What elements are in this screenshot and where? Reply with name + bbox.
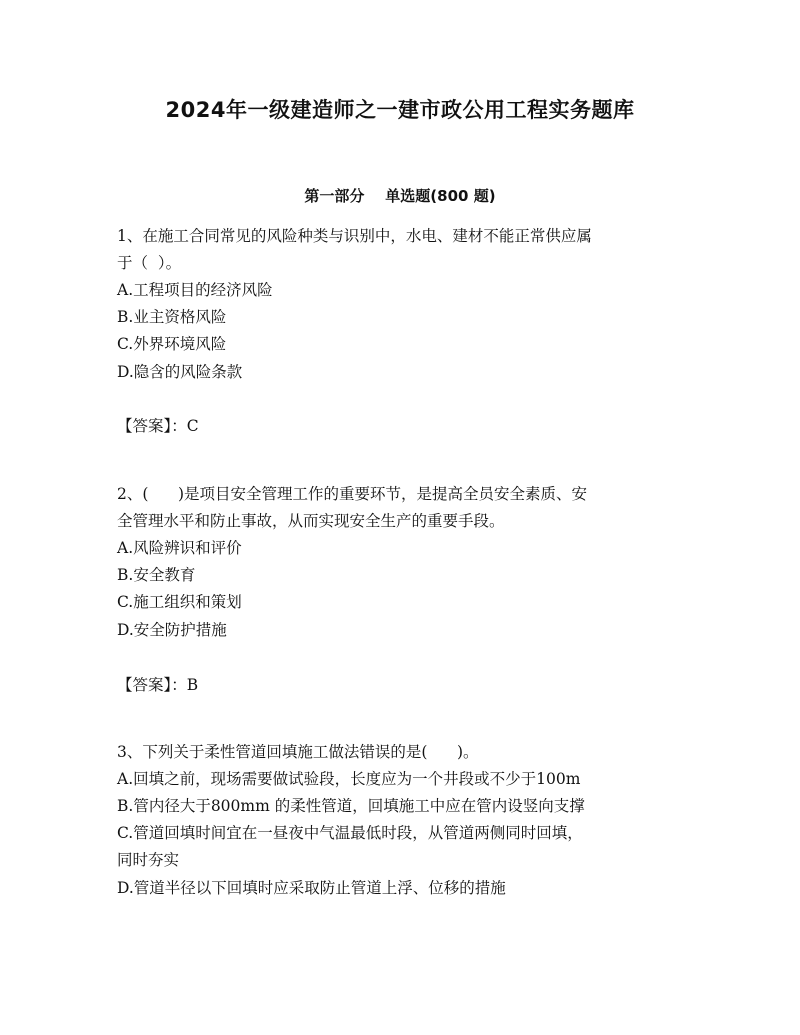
question-3-option-c-cont: 同时夯实 (117, 851, 180, 869)
section-heading: 第一部分 单选题(800 题) (304, 187, 496, 205)
question-1-stem-line-1: 1、在施工合同常见的风险种类与识别中，水电、建材不能正常供应属 (117, 227, 592, 245)
question-2-option-a: A.风险辨识和评价 (117, 539, 242, 557)
document-title: 2024年一级建造师之一建市政公用工程实务题库 (165, 98, 635, 122)
question-2-option-c: C.施工组织和策划 (117, 593, 242, 611)
question-3-option-d: D.管道半径以下回填时应采取防止管道上浮、位移的措施 (117, 879, 506, 897)
question-1-option-c: C.外界环境风险 (117, 335, 227, 353)
question-3-option-c: C.管道回填时间宜在一昼夜中气温最低时段，从管道两侧同时回填， (117, 824, 583, 842)
question-2-answer: 【答案】：B (117, 676, 199, 694)
question-1-option-b: B.业主资格风险 (117, 308, 227, 326)
question-1-stem-line-2: 于（ ）。 (117, 254, 182, 272)
question-3-stem-line-1: 3、下列关于柔性管道回填施工做法错误的是( )。 (117, 743, 479, 761)
question-2-option-b: B.安全教育 (117, 566, 196, 584)
question-2-option-d: D.安全防护措施 (117, 621, 227, 639)
question-1-option-d: D.隐含的风险条款 (117, 363, 243, 381)
question-2-stem-line-2: 全管理水平和防止事故，从而实现安全生产的重要手段。 (117, 512, 505, 530)
question-2-stem-line-1: 2、( )是项目安全管理工作的重要环节，是提高全员安全素质、安 (117, 485, 588, 503)
question-1-option-a: A.工程项目的经济风险 (117, 281, 273, 299)
question-1-answer: 【答案】：C (117, 417, 199, 435)
question-3-option-a: A.回填之前，现场需要做试验段，长度应为一个井段或不少于100m (117, 770, 581, 788)
question-3-option-b: B.管内径大于800mm 的柔性管道，回填施工中应在管内设竖向支撑 (117, 797, 585, 815)
